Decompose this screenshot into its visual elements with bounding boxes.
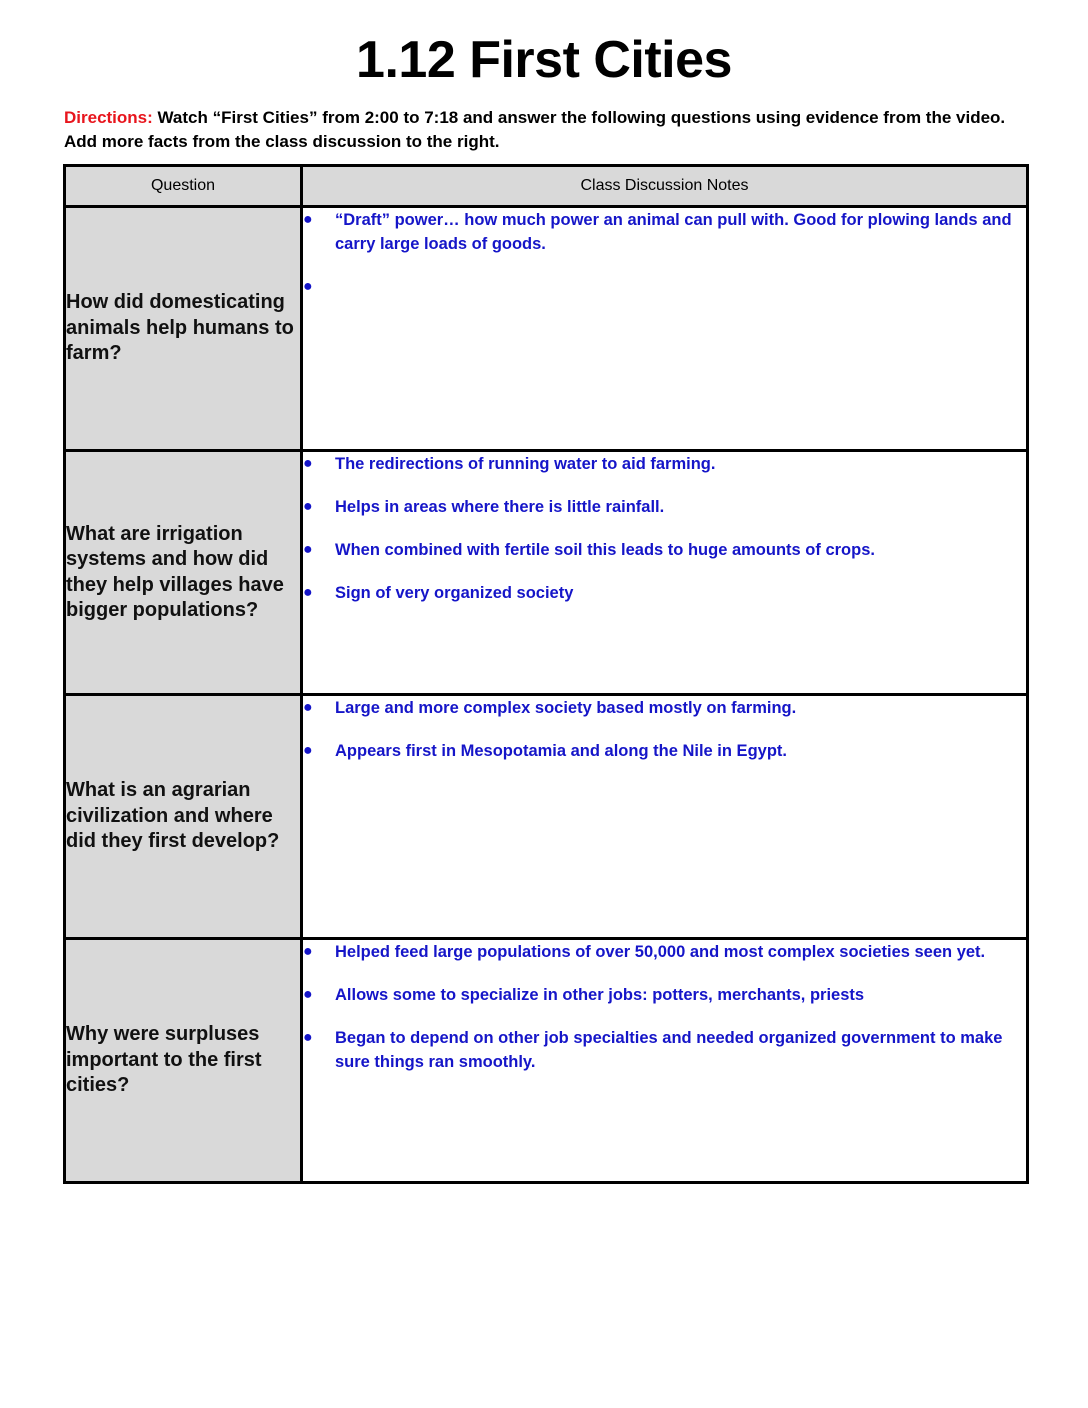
note-text: Helps in areas where there is little rainfall. — [335, 498, 665, 516]
note-text: Began to depend on other job specialties and needed organized government to make sure things ran smoothly. — [335, 1029, 1003, 1071]
bullet-icon: ● — [303, 541, 313, 558]
bullet-icon: ● — [303, 455, 313, 472]
notes-cell[interactable] — [302, 207, 1028, 451]
note-text: When combined with fertile soil this leads to huge amounts of crops. — [335, 541, 875, 559]
question-cell: Why were surpluses important to the first cities? — [65, 939, 302, 1183]
question-column-header: Question — [65, 166, 302, 207]
note-item — [303, 1026, 1026, 1074]
bullet-icon: ● — [303, 584, 313, 601]
notes-cell[interactable] — [302, 939, 1028, 1183]
note-text: Helped feed large populations of over 50,000 and most complex societies seen yet. — [335, 943, 986, 961]
page-title: 1.12 First Cities — [356, 31, 732, 89]
note-text: Sign of very organized society — [335, 584, 574, 602]
question-cell: What is an agrarian civilization and where did they first develop? — [65, 695, 302, 939]
directions-text: Watch “First Cities” from 2:00 to 7:18 and answer the following questions using evidence from the video. Add more facts from the class discussion to the right. — [64, 108, 1006, 151]
notes-column-header: Class Discussion Notes — [302, 166, 1028, 207]
note-text: Large and more complex society based mostly on farming. — [335, 699, 797, 717]
bullet-icon: ● — [303, 278, 313, 295]
note-text: Appears first in Mesopotamia and along the Nile in Egypt. — [335, 742, 787, 760]
note-item — [303, 983, 1026, 1007]
bullet-icon: ● — [303, 699, 313, 716]
directions-label: Directions: — [64, 108, 153, 127]
note-item — [303, 208, 1026, 256]
note-item — [303, 696, 1026, 720]
table-row — [65, 695, 1028, 939]
question-cell: What are irrigation systems and how did they help villages have bigger populations? — [65, 451, 302, 695]
notes-cell[interactable] — [302, 695, 1028, 939]
bullet-icon: ● — [303, 986, 313, 1003]
note-item — [303, 495, 1026, 519]
worksheet-table — [63, 164, 1029, 1184]
bullet-icon: ● — [303, 742, 313, 759]
table-header-row — [65, 166, 1028, 207]
table-row — [65, 939, 1028, 1183]
bullet-icon: ● — [303, 498, 313, 515]
note-item — [303, 538, 1026, 562]
table-row — [65, 207, 1028, 451]
note-text: The redirections of running water to aid farming. — [335, 455, 716, 473]
note-item — [303, 581, 1026, 605]
notes-list — [303, 940, 1026, 1074]
table-row — [65, 451, 1028, 695]
note-item — [303, 940, 1026, 964]
notes-list — [303, 452, 1026, 605]
notes-list — [303, 696, 1026, 763]
bullet-icon: ● — [303, 211, 313, 228]
notes-cell[interactable] — [302, 451, 1028, 695]
directions — [64, 106, 1034, 154]
bullet-icon: ● — [303, 1029, 313, 1046]
notes-list — [303, 208, 1026, 295]
question-cell: How did domesticating animals help humans to farm? — [65, 207, 302, 451]
note-item — [303, 739, 1026, 763]
note-text: Allows some to specialize in other jobs: potters, merchants, priests — [335, 986, 865, 1004]
note-text: “Draft” power… how much power an animal can pull with. Good for plowing lands and carry large loads of goods. — [335, 211, 1012, 253]
bullet-icon: ● — [303, 943, 313, 960]
note-item — [303, 452, 1026, 476]
